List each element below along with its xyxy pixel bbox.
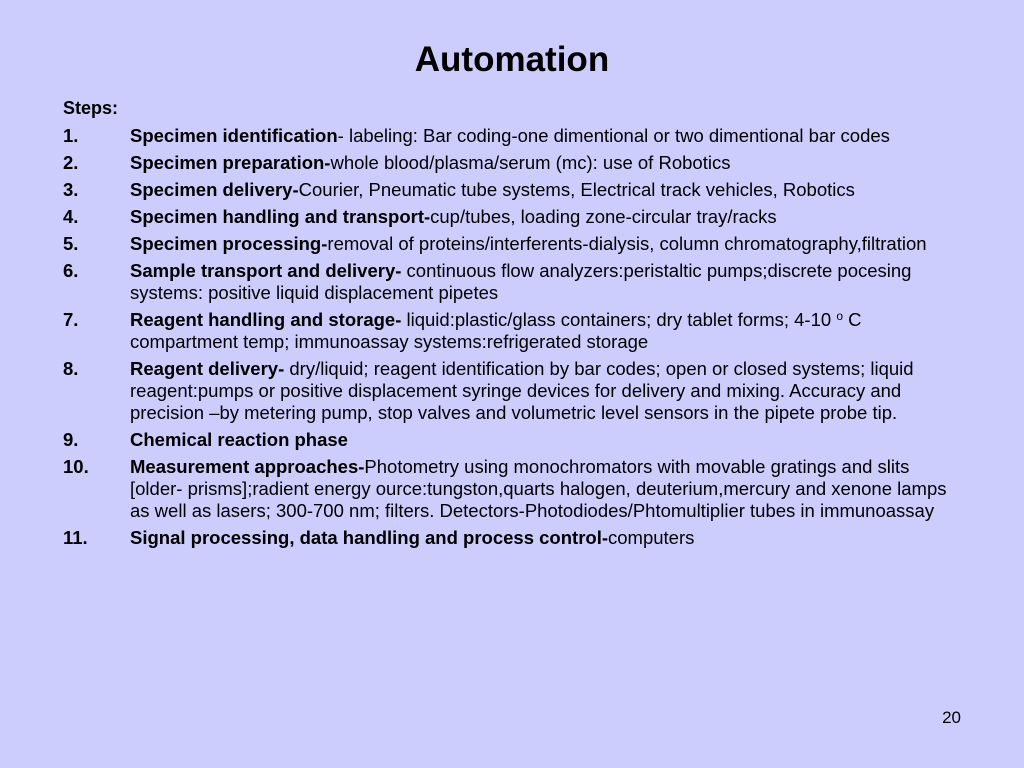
step-body: - labeling: Bar coding-one dimentional or two dimentional bar codes <box>337 125 890 146</box>
step-number: 3. <box>63 179 79 200</box>
step-text <box>130 152 963 174</box>
step-item <box>63 179 963 201</box>
step-heading: Specimen identification <box>130 125 338 146</box>
step-text <box>130 429 963 451</box>
step-item <box>63 125 963 147</box>
step-body: Photometry using monochromators with movable gratings and slits [older- prisms];radient energy ource:tungston,quarts halogen, deuterium,mercury and xenone lamps as well as lasers; 300-700 nm; filters. Detectors-Photodiodes/Phtomultiplier tubes in immunoassay <box>130 456 947 521</box>
step-text <box>130 206 963 228</box>
step-text <box>130 125 963 147</box>
step-heading: Chemical reaction phase <box>130 429 348 450</box>
step-heading: Measurement approaches- <box>130 456 365 477</box>
step-item <box>63 206 963 228</box>
step-number: 2. <box>63 152 79 173</box>
step-item <box>63 358 963 424</box>
step-body: continuous flow analyzers:peristaltic pumps;discrete pocesing systems: positive liquid displacement pipetes <box>130 260 912 303</box>
step-item <box>63 152 963 174</box>
step-text <box>130 309 963 353</box>
step-item <box>63 456 963 522</box>
step-heading: Signal processing, data handling and process control- <box>130 527 608 548</box>
step-heading: Reagent handling and storage- <box>130 309 402 330</box>
steps-list <box>63 125 963 554</box>
step-item <box>63 429 963 451</box>
step-text <box>130 233 963 255</box>
step-item <box>63 233 963 255</box>
steps-label: Steps: <box>63 98 119 118</box>
step-number: 10. <box>63 456 89 477</box>
step-item <box>63 309 963 353</box>
step-body: computers <box>608 527 695 548</box>
step-text <box>130 179 963 201</box>
step-body: Courier, Pneumatic tube systems, Electrical track vehicles, Robotics <box>298 179 855 200</box>
step-item <box>63 527 963 549</box>
step-number: 6. <box>63 260 79 281</box>
step-heading: Reagent delivery- <box>130 358 285 379</box>
step-number: 7. <box>63 309 79 330</box>
degree-superscript: o <box>836 309 843 323</box>
step-body: cup/tubes, loading zone-circular tray/racks <box>430 206 777 227</box>
step-number: 4. <box>63 206 79 227</box>
step-body: dry/liquid; reagent identification by bar codes; open or closed systems; liquid reagent:pumps or positive displacement syringe devices for delivery and mixing. Accuracy and precision –by metering pump, stop valves and volumetric level sensors in the pipete probe tip. <box>130 358 914 423</box>
step-body: whole blood/plasma/serum (mc): use of Robotics <box>330 152 731 173</box>
step-number: 1. <box>63 125 79 146</box>
step-heading: Specimen delivery- <box>130 179 299 200</box>
step-heading: Specimen processing- <box>130 233 328 254</box>
step-heading: Sample transport and delivery- <box>130 260 402 281</box>
step-text <box>130 358 963 424</box>
step-body-continued: C compartment temp; immunoassay systems:refrigerated storage <box>130 309 862 352</box>
step-text <box>130 260 963 304</box>
step-number: 5. <box>63 233 79 254</box>
step-number: 11. <box>63 527 88 548</box>
step-body: removal of proteins/interferents-dialysis, column chromatography,filtration <box>327 233 927 254</box>
step-heading: Specimen preparation- <box>130 152 331 173</box>
step-text <box>130 456 963 522</box>
step-text <box>130 527 963 549</box>
slide-title: Automation <box>414 40 610 79</box>
page-number: 20 <box>942 708 961 727</box>
step-heading: Specimen handling and transport- <box>130 206 431 227</box>
step-body: liquid:plastic/glass containers; dry tablet forms; 4-10 <box>401 309 837 330</box>
step-number: 9. <box>63 429 79 450</box>
step-item <box>63 260 963 304</box>
step-number: 8. <box>63 358 79 379</box>
